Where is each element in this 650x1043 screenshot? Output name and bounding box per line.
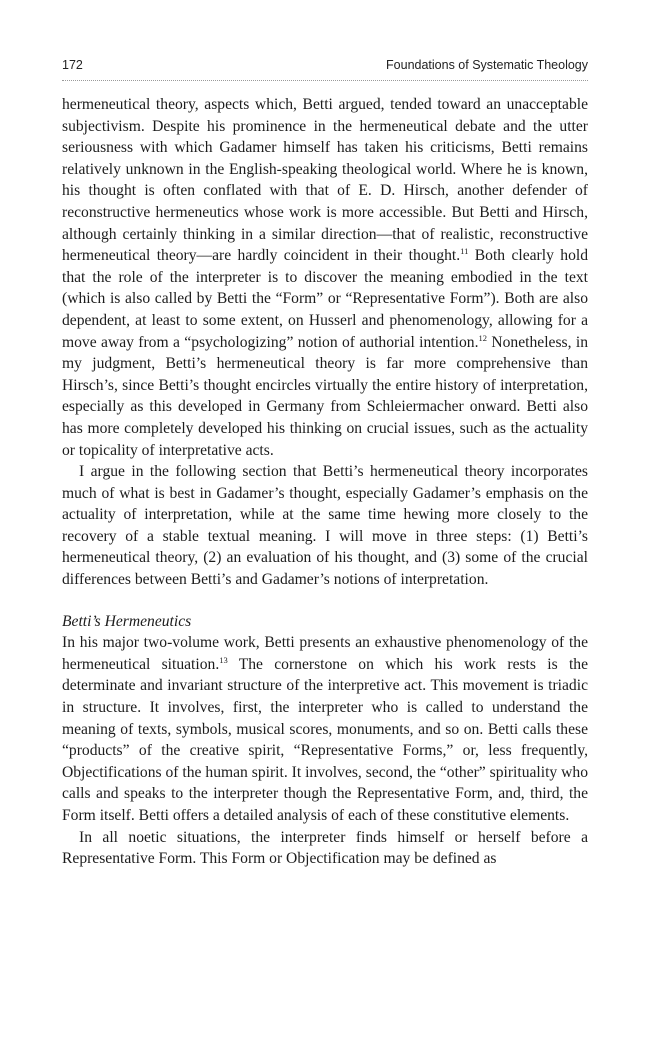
paragraph-2: I argue in the following section that Betti’s hermeneutical theory incorporates much of what is best in Gadamer’s thought, especially Gadamer’s emphasis on the actuality of interpretation, while at the same time hewing more closely to the recovery of a stable textual meaning. I will move in three steps: (1) Betti’s hermeneutical theory, (2) an evaluation of his thought, and (3) some of the crucial differences between Betti’s and Gadamer’s notions of interpretation.: [62, 463, 588, 589]
section-paragraph-1-text-1: In his major two-volume work, Betti presents an exhaustive phenomenology of the hermeneutical situation.: [62, 634, 588, 673]
section-paragraph-1-text-2: The cornerstone on which his work rests is the determinate and invariant structure of the interpretive act. This movement is triadic in structure. It involves, first, the interpreter who is called to understand the meaning of texts, symbols, musical scores, monuments, and so on. Betti calls these “products” of the creative spirit, “Representative Forms,” or, less frequently, Objectifications of the human spirit. It involves, second, the “other” spirituality who calls and speaks to the interpreter though the Representative Form, and, third, the Form itself. Betti offers a detailed analysis of each of these constitutive elements.: [62, 655, 588, 824]
section-heading: Betti’s Hermeneutics: [62, 612, 192, 630]
paragraph-1-text-3: Nonetheless, in my judgment, Betti’s hermeneutical theory is far more comprehensive than Hirsch’s, since Betti’s thought encircles virtually the entire history of interpretation, especially as this developed in Germany from Schleiermacher onward. Betti also has more completely developed his thinking on crucial issues, such as the actuality or topicality of interpretative acts.: [62, 333, 588, 459]
page-body: [62, 94, 588, 870]
section-paragraph-2: In all noetic situations, the interpreter finds himself or herself before a Representative Form. This Form or Objectification may be defined as: [62, 828, 588, 868]
running-title: Foundations of Systematic Theology: [386, 58, 588, 72]
page-number: 172: [62, 58, 83, 72]
running-header: [62, 58, 588, 76]
paragraph-1-text-1: hermeneutical theory, aspects which, Betti argued, tended toward an unacceptable subjectivism. Despite his prominence in the hermeneutical debate and the utter seriousness with which Gadamer himself has taken his criticisms, Betti remains relatively unknown in the English-speaking theological world. Where he is known, his thought is often conflated with that of E. D. Hirsch, another defender of reconstructive hermeneutics whose work is more accessible. But Betti and Hirsch, although certainly thinking in a similar direction—that of realistic, reconstructive hermeneutical theory—are hardly coincident in their thought.: [62, 96, 588, 265]
paragraph-1-text-2: Both clearly hold that the role of the interpreter is to discover the meaning embodied in the text (which is also called by Betti the “Form” or “Representative Form”). Both are also dependent, at least to some extent, on Husserl and phenomenology, allowing for a move away from a “psychologizing” notion of authorial intention.: [62, 247, 588, 351]
footnote-ref-13: 13: [219, 654, 228, 665]
footnote-ref-12: 12: [478, 332, 487, 343]
footnote-ref-11: 11: [460, 246, 469, 257]
header-rule: [62, 80, 588, 81]
section-paragraph-1: [62, 632, 588, 826]
paragraph-1: [62, 94, 588, 461]
